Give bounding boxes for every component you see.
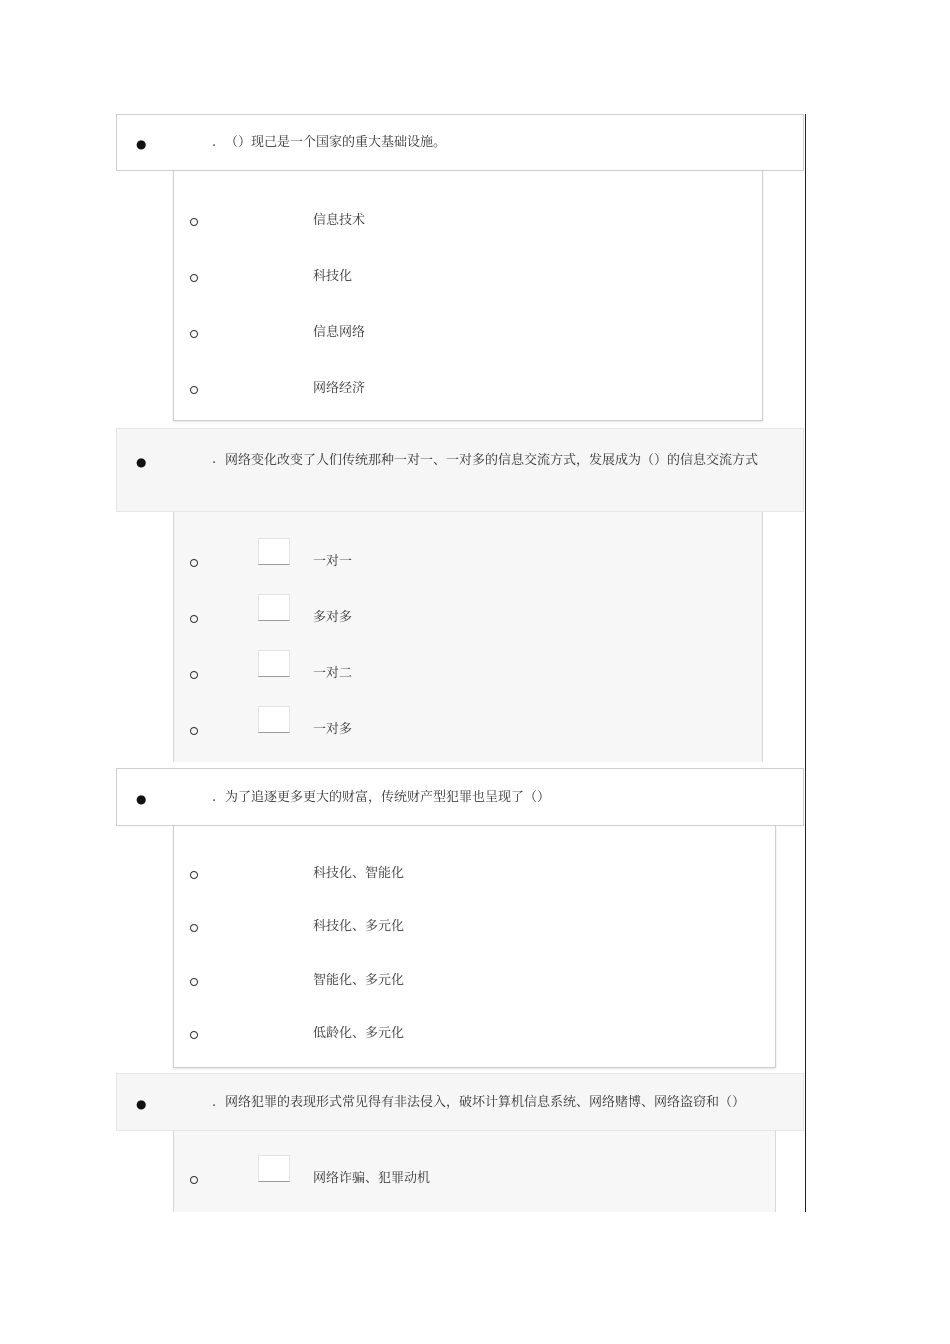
radio-circle-icon[interactable] xyxy=(190,871,198,879)
option-row[interactable] xyxy=(174,552,762,582)
option-label: 科技化、多元化 xyxy=(313,919,405,934)
option-label: 网络经济 xyxy=(313,381,366,396)
option-label: 多对多 xyxy=(313,610,353,625)
radio-circle-icon[interactable] xyxy=(190,559,198,567)
radio-circle-icon[interactable] xyxy=(190,1031,198,1039)
question-2-options xyxy=(173,512,763,762)
question-text: （）现己是一个国家的重大基础设施。 xyxy=(225,135,447,150)
question-1-options xyxy=(173,171,763,421)
option-row[interactable] xyxy=(174,864,775,894)
checkbox[interactable] xyxy=(258,1155,290,1182)
radio-circle-icon[interactable] xyxy=(190,330,198,338)
question-text: 网络犯罪的表现形式常见得有非法侵入，破坏计算机信息系统、网络赌博、网络盗窃和（） xyxy=(225,1095,746,1110)
question-text: 为了追逐更多更大的财富，传统财产型犯罪也呈现了（） xyxy=(225,790,551,805)
radio-circle-icon[interactable] xyxy=(190,218,198,226)
question-number: . xyxy=(212,1095,217,1110)
option-row[interactable] xyxy=(174,323,762,353)
option-label: 信息网络 xyxy=(313,325,366,340)
option-row[interactable] xyxy=(174,1169,775,1199)
checkbox[interactable] xyxy=(258,706,290,733)
question-number: . xyxy=(212,135,217,150)
radio-circle-icon[interactable] xyxy=(190,615,198,623)
question-number: . xyxy=(212,790,217,805)
question-1-header xyxy=(116,114,804,171)
option-label: 智能化、多元化 xyxy=(313,973,405,988)
question-4-header xyxy=(116,1073,804,1131)
option-row[interactable] xyxy=(174,664,762,694)
option-row[interactable] xyxy=(174,917,775,947)
option-label: 低龄化、多元化 xyxy=(313,1026,405,1041)
radio-circle-icon[interactable] xyxy=(190,924,198,932)
checkbox[interactable] xyxy=(258,594,290,621)
question-2-header xyxy=(116,428,804,512)
option-label: 一对一 xyxy=(313,554,353,569)
question-4-options xyxy=(173,1131,776,1212)
radio-circle-icon[interactable] xyxy=(190,727,198,735)
question-number: . xyxy=(212,452,217,467)
radio-circle-icon[interactable] xyxy=(190,1176,198,1184)
option-label: 信息技术 xyxy=(313,213,366,228)
option-label: 科技化、智能化 xyxy=(313,866,405,881)
checkbox[interactable] xyxy=(258,538,290,565)
option-label: 一对二 xyxy=(313,666,353,681)
option-row[interactable] xyxy=(174,267,762,297)
right-border-line xyxy=(805,114,806,1212)
disc-bullet-icon: ● xyxy=(136,792,147,806)
checkbox[interactable] xyxy=(258,650,290,677)
radio-circle-icon[interactable] xyxy=(190,978,198,986)
radio-circle-icon[interactable] xyxy=(190,671,198,679)
option-row[interactable] xyxy=(174,211,762,241)
option-row[interactable] xyxy=(174,608,762,638)
question-text: 网络变化改变了人们传统那种一对一、一对多的信息交流方式，发展成为（）的信息交流方式 xyxy=(225,453,759,468)
option-row[interactable] xyxy=(174,1024,775,1054)
option-row[interactable] xyxy=(174,720,762,750)
option-label: 一对多 xyxy=(313,722,353,737)
option-row[interactable] xyxy=(174,379,762,409)
option-label: 科技化 xyxy=(313,269,353,284)
radio-circle-icon[interactable] xyxy=(190,274,198,282)
radio-circle-icon[interactable] xyxy=(190,386,198,394)
option-label: 网络诈骗、犯罪动机 xyxy=(313,1171,431,1186)
question-3-header xyxy=(116,768,804,826)
disc-bullet-icon: ● xyxy=(136,455,147,469)
option-row[interactable] xyxy=(174,971,775,1001)
question-3-options xyxy=(173,826,776,1068)
disc-bullet-icon: ● xyxy=(136,137,147,151)
disc-bullet-icon: ● xyxy=(136,1097,147,1111)
